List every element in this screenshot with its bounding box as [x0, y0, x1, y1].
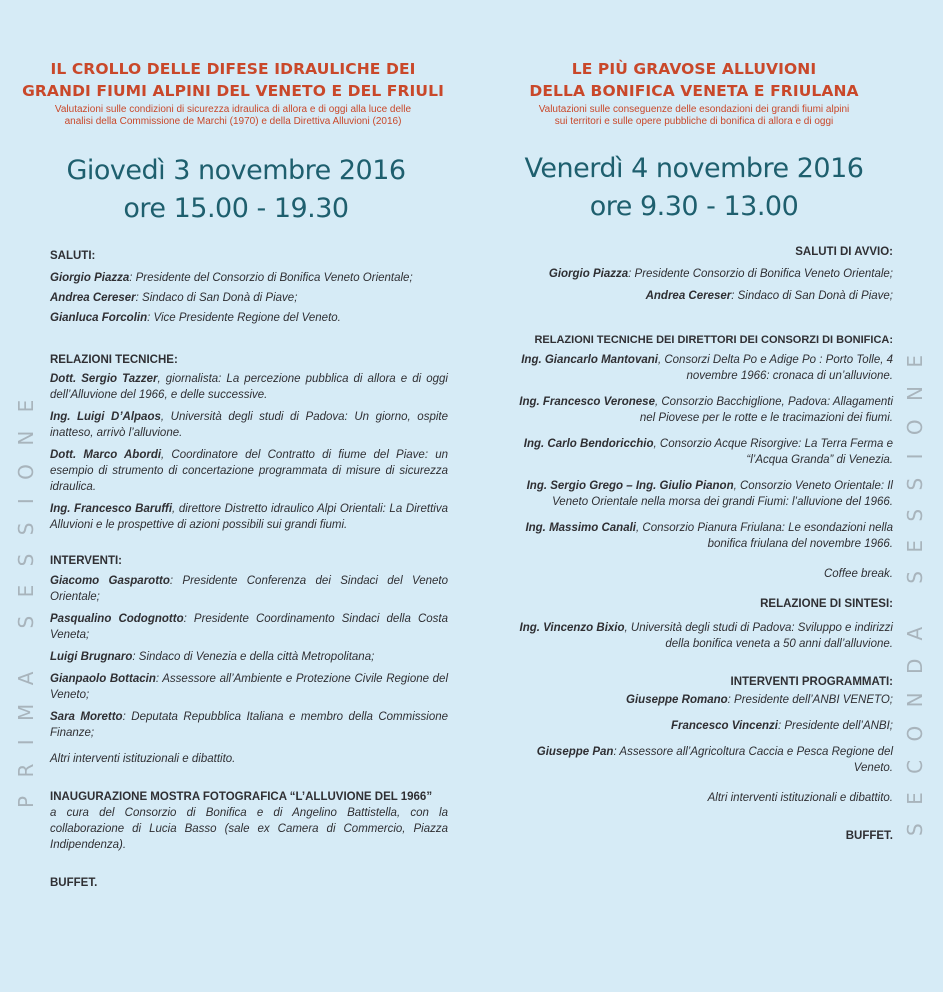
relazioni-direttori-heading: RELAZIONI TECNICHE DEI DIRETTORI DEI CONSORZI DI BONIFICA:: [534, 334, 893, 346]
left-subtitle-line-1: Valutazioni sulle condizioni di sicurezza idraulica di allora e di oggi alla luce delle: [54, 104, 412, 115]
interventi-item: Gianpaolo Bottacin: Assessore all’Ambiente e Protezione Civile Regione del Veneto;: [50, 673, 449, 701]
relazioni-item: Ing. Luigi D’Alpaos, Università degli studi di Padova: Un giorno, ospite inatteso, arrivò l’alluvione.: [50, 411, 448, 439]
interventi-item: Sara Moretto: Deputata Repubblica Italiana e membro della Commissione Finanze;: [50, 711, 448, 739]
left-buffet: BUFFET.: [50, 877, 98, 889]
right-date: Venerdì 4 novembre 2016: [524, 153, 864, 184]
left-time: ore 15.00 - 19.30: [123, 193, 349, 224]
programmati-item: Giuseppe Romano: Presidente dell’ANBI VENETO;: [626, 694, 893, 706]
left-program: [18, 248, 448, 891]
interventi-closing: Altri interventi istituzionali e dibattito.: [50, 753, 236, 765]
left-title-line-1: IL CROLLO DELLE DIFESE IDRAULICHE DEI: [50, 60, 416, 78]
prima-sessione-label: PRIMA SESSIONE: [14, 381, 38, 808]
coffee-break: Coffee break.: [823, 568, 893, 580]
relazioni-item: Ing. Francesco Baruffi, direttore Distretto idraulico Alpi Orientali: La Direttiva Alluvioni e le prospettive di azioni possibili sui grandi fiumi.: [50, 503, 448, 531]
mostra-text: a cura del Consorzio di Bonifica e di Angelino Battistella, con la collaborazione di Lucia Basso (sale ex Camera di Commercio, Piazza Indipendenza).: [50, 807, 448, 851]
right-subtitle-line-1: Valutazioni sulle conseguenze delle esondazioni dei grandi fiumi alpini: [538, 104, 850, 115]
saluti-item: Giorgio Piazza: Presidente del Consorzio di Bonifica Veneto Orientale;: [50, 272, 413, 284]
left-date: Giovedì 3 novembre 2016: [66, 155, 406, 186]
sintesi-item: Ing. Vincenzo Bixio, Università degli studi di Padova: Sviluppo e indirizzi della bonifica veneta a 50 anni dall’alluvione.: [519, 622, 893, 650]
saluti-avvio-item: Giorgio Piazza: Presidente Consorzio di Bonifica Veneto Orientale;: [548, 268, 893, 280]
saluti-avvio-item: Andrea Cereser: Sindaco di San Donà di Piave;: [645, 290, 893, 302]
programmati-item: Giuseppe Pan: Assessore all’Agricoltura Caccia e Pesca Regione del Veneto.: [536, 746, 893, 774]
relazioni-heading: RELAZIONI TECNICHE:: [50, 354, 178, 366]
right-title-line-1: LE PIÙ GRAVOSE ALLUVIONI: [571, 60, 817, 78]
right-title: [495, 58, 893, 102]
right-program: [495, 244, 893, 844]
interventi-item: Luigi Brugnaro: Sindaco di Venezia e della città Metropolitana;: [50, 651, 375, 663]
interventi-item: Giacomo Gasparotto: Presidente Conferenza dei Sindaci del Veneto Orientale;: [50, 575, 448, 603]
relazioni-direttori-item: Ing. Giancarlo Mantovani, Consorzi Delta Po e Adige Po : Porto Tolle, 4 novembre 1966: cronaca di un’alluvione.: [521, 354, 893, 382]
relazioni-direttori-item: Ing. Sergio Grego – Ing. Giulio Pianon, Consorzio Veneto Orientale: Il Veneto Orientale nella morsa dei grandi Fiumi: l’alluvione del 1966.: [526, 480, 893, 508]
saluti-avvio-heading: SALUTI DI AVVIO:: [795, 246, 893, 258]
relazioni-direttori-item: Ing. Carlo Bendoricchio, Consorzio Acque Risorgive: La Terra Ferma e “l’Acqua Granda” di Venezia.: [523, 438, 893, 466]
right-subtitle: [495, 104, 893, 128]
left-subtitle: [18, 104, 448, 128]
relazioni-direttori-item: Ing. Francesco Veronese, Consorzio Bacchiglione, Padova: Allagamenti nel Piovese per le rotte e le tracimazioni dei fiumi.: [519, 396, 893, 424]
right-subtitle-line-2: sui territori e sulle opere pubbliche di bonifica di allora e di oggi: [554, 116, 834, 127]
programmati-heading: INTERVENTI PROGRAMMATI:: [730, 676, 893, 688]
saluti-item: Gianluca Forcolin: Vice Presidente Regione del Veneto.: [50, 312, 341, 324]
relazioni-item: Dott. Sergio Tazzer, giornalista: La percezione pubblica di allora e di oggi dell’Alluvione del 1966, e delle successive.: [50, 373, 448, 401]
interventi-heading: INTERVENTI:: [50, 555, 122, 567]
right-column: [495, 0, 893, 844]
left-title-line-2: GRANDI FIUMI ALPINI DEL VENETO E DEL FRIULI: [22, 82, 444, 100]
right-buffet: BUFFET.: [845, 830, 893, 842]
mostra-heading: INAUGURAZIONE MOSTRA FOTOGRAFICA “L’ALLUVIONE DEL 1966”: [50, 791, 433, 803]
interventi-item: Pasqualino Codognotto: Presidente Coordinamento Sindaci della Costa Veneta;: [50, 613, 448, 641]
right-title-line-2: DELLA BONIFICA VENETA E FRIULANA: [529, 82, 859, 100]
seconda-sessione-label: SECONDA SESSIONE: [903, 336, 927, 836]
left-column: [18, 0, 448, 891]
saluti-heading: SALUTI:: [50, 250, 96, 262]
left-subtitle-line-2: analisi della Commissione de Marchi (1970) e della Direttiva Alluvioni (2016): [64, 116, 402, 127]
right-time: ore 9.30 - 13.00: [589, 191, 799, 222]
saluti-item: Andrea Cereser: Sindaco di San Donà di Piave;: [50, 292, 298, 304]
left-title: [18, 58, 448, 102]
sintesi-heading: RELAZIONE DI SINTESI:: [760, 598, 893, 610]
relazioni-item: Dott. Marco Abordi, Coordinatore del Contratto di fiume del Piave: un esempio di strumento di concertazione programmata di misure di sicurezza idraulica.: [50, 449, 448, 493]
relazioni-direttori-item: Ing. Massimo Canali, Consorzio Pianura Friulana: Le esondazioni nella bonifica friulana del novembre 1966.: [525, 522, 893, 550]
programmati-item: Francesco Vincenzi: Presidente dell’ANBI;: [670, 720, 893, 732]
programmati-closing: Altri interventi istituzionali e dibattito.: [707, 792, 893, 804]
